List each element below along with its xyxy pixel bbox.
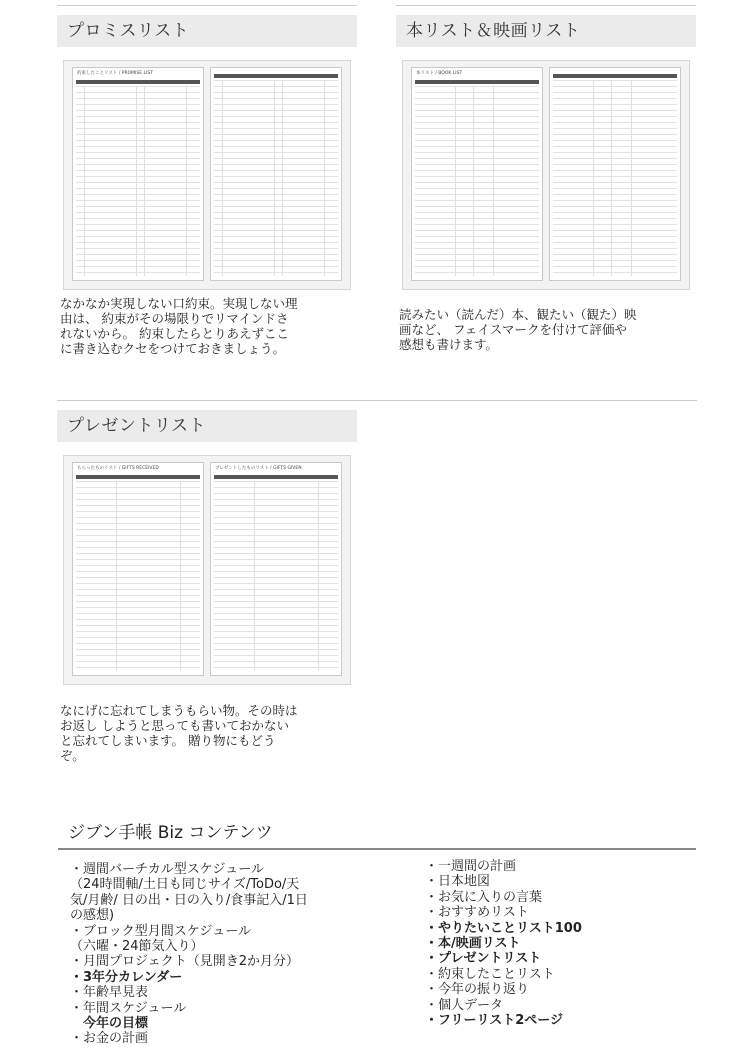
contents-list-item: （六曜・24節気入り） [70,939,204,955]
promise-page-right [210,67,342,281]
contents-list-item: （24時間軸/土日も同じサイズ/ToDo/天 [70,877,300,893]
ruled-lines [76,481,200,671]
gifts-given-page [210,462,342,676]
gifts-given-title: プレゼントしたものリスト / GIFTS GIVEN [215,466,302,471]
ruled-lines [214,481,338,671]
ruled-lines [76,86,200,276]
contents-list-item: ・今年の振り返り [425,982,530,998]
present-list-description: なにげに忘れてしまうもらい物。その時は お返し しようと思っても書いておかない と忘れてしまいます。 贈り物にもどう ぞ。 [60,703,298,763]
contents-list-item: ・フリーリスト2ページ [425,1013,564,1029]
ruled-lines [214,80,338,276]
contents-list-item: ・やりたいことリスト100 [425,920,582,936]
promise-page-left-title: 約束したことリスト / PROMISE LIST [77,71,153,76]
page-header-bar [415,80,539,84]
promise-list-thumbnail [63,60,351,290]
page-header-bar [214,74,338,78]
contents-list-item: ・お金の計画 [70,1031,149,1047]
present-list-thumbnail [63,455,351,685]
contents-list-item: 今年の目標 [70,1016,149,1032]
contents-list-item: ・お気に入りの言葉 [425,889,543,905]
promise-page-left [72,67,204,281]
contents-list-item: ・年間スケジュール [70,1000,187,1016]
contents-list-item: ・ブロック型月間スケジュール [70,923,251,939]
contents-list-item: ・約束したことリスト [425,966,555,982]
contents-list-item: ・3年分カレンダー [70,969,183,985]
contents-list-item: ・日本地図 [425,874,491,890]
gifts-received-page [72,462,204,676]
promise-list-description: なかなか実現しない口約束。実現しない理 由は、 約束がその場限りでリマインドさ れないから。 約束したらとりあえずここ に書き込むクセをつけておきましょう。 [60,296,298,356]
contents-list-item: ・週間バーチカル型スケジュール [70,862,264,877]
book-movie-list-header: 本リスト＆映画リスト [396,15,696,47]
page-header-bar [76,80,200,84]
contents-list-item: ・プレゼントリスト [425,951,542,967]
present-list-header: プレゼントリスト [57,410,357,442]
contents-list-item: の感想) [70,908,115,924]
contents-list-right [425,859,695,1028]
ruled-lines [415,86,539,276]
top-rule-left [57,5,357,6]
ruled-lines [553,80,677,276]
contents-list-item: 気/月齢/ 日の出・日の入り/食事記入/1日 [70,892,308,908]
top-rule-right [396,5,696,6]
contents-list-item: ・月間プロジェクト（見開き2か月分） [70,954,300,970]
page-header-bar [553,74,677,78]
book-movie-list-description: 読みたい（読んだ）本、観たい（観た）映 画など、 フェイスマークを付けて評価や 感想も書けます。 [399,307,637,352]
contents-title: ジブン手帳 Biz コンテンツ [68,823,273,843]
contents-list-item: ・一週間の計画 [425,859,517,874]
page-header-bar [76,475,200,479]
contents-divider [58,848,696,850]
contents-list-item: ・個人データ [425,997,504,1013]
contents-list-item: ・おすすめリスト [425,905,529,921]
movie-page-right [549,67,681,281]
book-page-left [411,67,543,281]
book-movie-list-thumbnail [402,60,690,290]
gifts-received-title: もらったものリスト / GIFTS RECEIVED [77,466,159,471]
book-page-left-title: 本リスト / BOOK LIST [416,71,463,76]
contents-list-left [70,862,400,1047]
contents-list-item: ・年齢早見表 [70,985,149,1001]
middle-rule [57,400,697,401]
promise-list-header: プロミスリスト [57,15,357,47]
contents-list-item: ・本/映画リスト [425,936,521,952]
page-header-bar [214,475,338,479]
